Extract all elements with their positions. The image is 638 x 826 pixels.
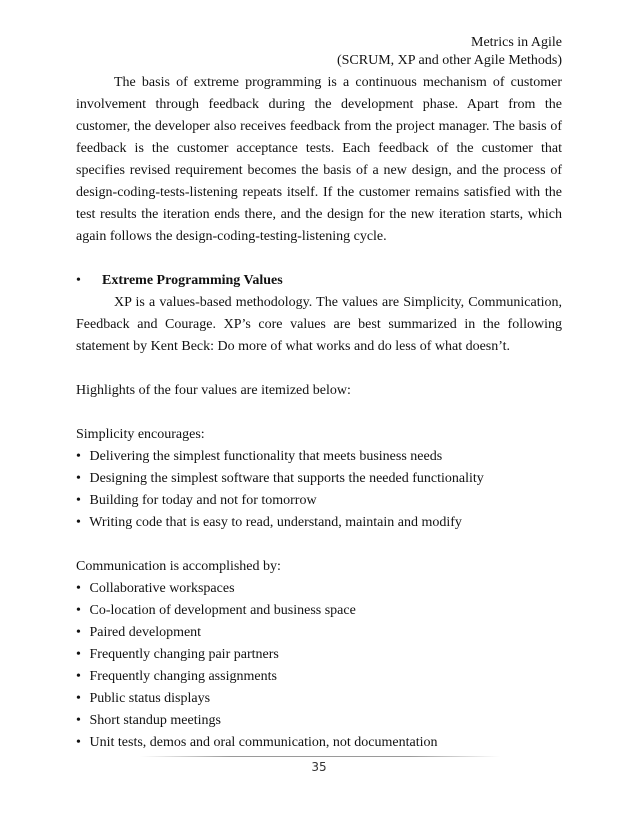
spacer [76, 534, 562, 556]
communication-list [76, 578, 562, 754]
list-item-text: Designing the simplest software that supports the needed functionality [89, 471, 484, 486]
list-item-text: Writing code that is easy to read, understand, maintain and modify [89, 515, 462, 530]
bullet-icon: • [76, 625, 81, 640]
list-item [76, 710, 562, 732]
section-heading [76, 270, 562, 292]
list-item [76, 688, 562, 710]
list-item-text: Frequently changing pair partners [89, 647, 279, 662]
intro-paragraph: The basis of extreme programming is a continuous mechanism of customer involvement through feedback during the development phase. Apart from the customer, the developer also receives feedback from the project manager. The basis of feedback is the customer acceptance tests. Each feedback of the customer that specifies revised requirement becomes the basis of a new design, and the process of design-coding-tests-listening repeats itself. If the customer remains satisfied with the test results the iteration ends there, and the design for the new iteration starts, which again follows the design-coding-testing-listening cycle. [76, 75, 562, 244]
bullet-icon: • [76, 471, 81, 486]
bullet-icon: • [76, 493, 81, 508]
bullet-icon: • [76, 669, 81, 684]
list-item [76, 490, 562, 512]
list-item-text: Paired development [89, 625, 202, 640]
bullet-icon: • [76, 449, 81, 464]
communication-title: Communication is accomplished by: [76, 559, 281, 574]
bullet-icon: • [76, 515, 81, 530]
bullet-icon: • [76, 735, 81, 750]
simplicity-title: Simplicity encourages: [76, 427, 205, 442]
list-item-text: Building for today and not for tomorrow [89, 493, 317, 508]
header-title: Metrics in Agile [471, 35, 562, 50]
list-item [76, 622, 562, 644]
bullet-icon: • [76, 273, 81, 288]
page-number: 35 [311, 760, 327, 774]
list-item [76, 578, 562, 600]
list-item-text: Frequently changing assignments [89, 669, 277, 684]
bullet-icon: • [76, 581, 81, 596]
bullet-icon: • [76, 647, 81, 662]
running-header [337, 34, 562, 70]
list-item-text: Short standup meetings [89, 713, 221, 728]
list-item-text: Collaborative workspaces [89, 581, 235, 596]
list-item [76, 446, 562, 468]
list-item [76, 600, 562, 622]
highlights-intro: Highlights of the four values are itemized below: [76, 383, 351, 398]
section-heading-text: Extreme Programming Values [102, 273, 283, 288]
list-item [76, 512, 562, 534]
list-item [76, 666, 562, 688]
bullet-icon: • [76, 713, 81, 728]
footer-divider [140, 756, 500, 757]
list-item-text: Delivering the simplest functionality that meets business needs [89, 449, 443, 464]
bullet-icon: • [76, 691, 81, 706]
list-item [76, 468, 562, 490]
spacer [76, 358, 562, 380]
list-item [76, 644, 562, 666]
list-item-text: Co-location of development and business space [89, 603, 356, 618]
simplicity-list [76, 446, 562, 534]
list-item-text: Public status displays [89, 691, 211, 706]
list-item-text: Unit tests, demos and oral communication, not documentation [89, 735, 438, 750]
body-text [76, 72, 562, 754]
values-paragraph: XP is a values-based methodology. The values are Simplicity, Communication, Feedback and Courage. XP’s core values are best summarized in the following statement by Kent Beck: Do more of what works and do less of what doesn’t. [76, 295, 562, 354]
spacer [76, 248, 562, 270]
bullet-icon: • [76, 603, 81, 618]
header-subtitle: (SCRUM, XP and other Agile Methods) [336, 53, 562, 68]
list-item [76, 732, 562, 754]
spacer [76, 402, 562, 424]
